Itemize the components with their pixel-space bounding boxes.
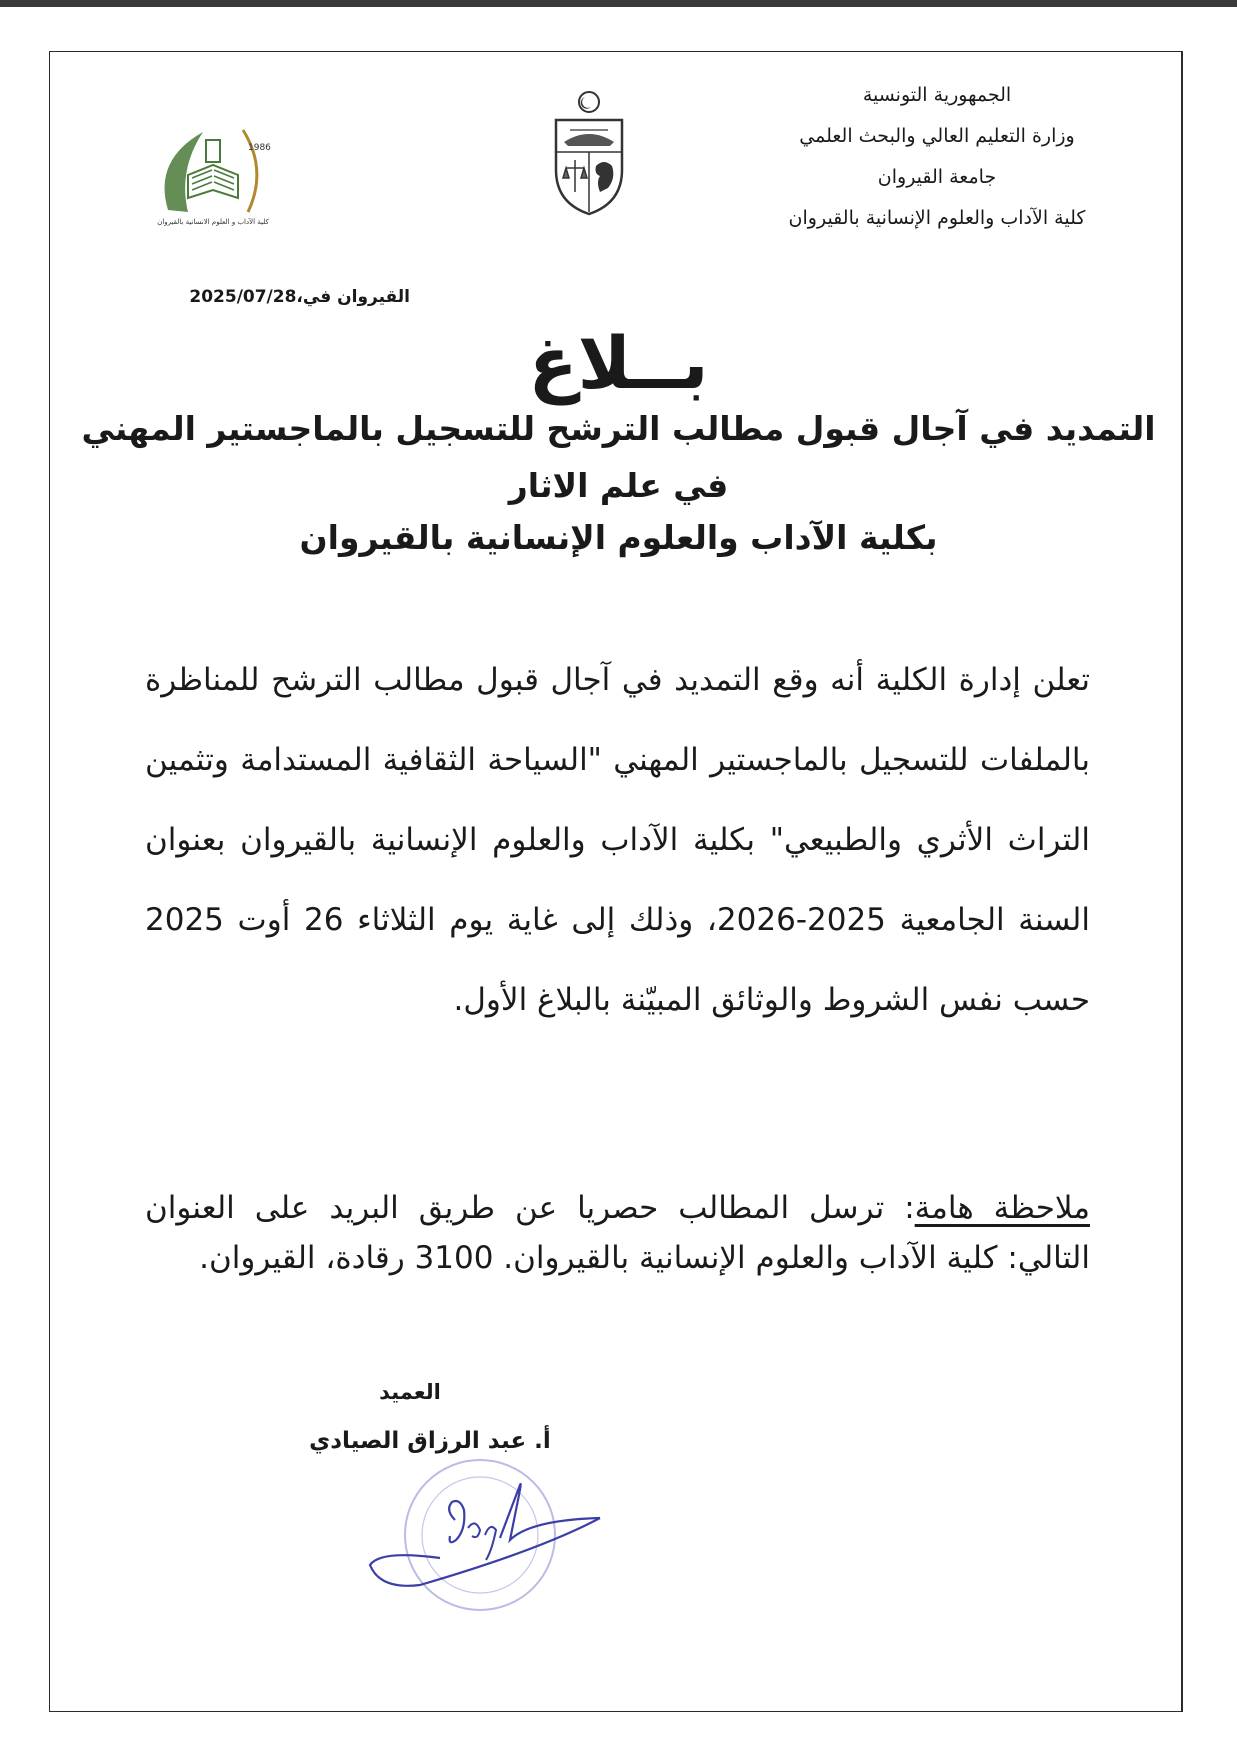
- announcement-body: تعلن إدارة الكلية أنه وقع التمديد في آجال قبول مطالب الترشح للمناظرة بالملفات للتسجيل بالماجستير المهني "السياحة الثقافية المستدامة وتثمين التراث الأثري والطبيعي" بكلية الآداب والعلوم الإنسانية بالقيروان بعنوان السنة الجامعية 2025-2026، وذلك إلى غاية يوم الثلاثاء 26 أوت 2025 حسب نفس الشروط والوثائق المبيّنة بالبلاغ الأول.: [145, 662, 1090, 1018]
- announcement-subtitle-1: التمديد في آجال قبول مطالب الترشح للتسجيل بالماجستير المهني: [81, 409, 1156, 448]
- letterhead: [737, 75, 1137, 239]
- dean-title: العميد: [379, 1380, 441, 1404]
- tunisia-coat-of-arms-icon: [550, 88, 628, 218]
- note-text: : ترسل المطالب حصريا عن طريق البريد على العنوان التالي: كلية الآداب والعلوم الإنسانية بالقيروان. 3100 رقادة، القيروان.: [145, 1190, 1090, 1276]
- announcement-subtitle-2: في علم الاثار: [508, 466, 729, 505]
- faculty-logo-icon: [148, 120, 278, 250]
- header-ministry: وزارة التعليم العالي والبحث العلمي: [799, 125, 1075, 147]
- note-label: ملاحظة هامة: [914, 1190, 1090, 1226]
- header-faculty: كلية الآداب والعلوم الإنسانية بالقيروان: [788, 207, 1086, 229]
- dean-name: أ. عبد الرزاق الصيادي: [309, 1428, 551, 1454]
- document-date: القيروان في،2025/07/28: [189, 287, 410, 307]
- header-university: جامعة القيروان: [877, 166, 997, 188]
- faculty-logo: [148, 120, 278, 250]
- important-note: [145, 1183, 1090, 1283]
- faculty-logo-caption: كلية الآداب و العلوم الانسانية بالقيروان: [157, 218, 269, 226]
- announcement-subtitle-3: بكلية الآداب والعلوم الإنسانية بالقيروان: [299, 518, 938, 557]
- faculty-logo-year: 1986: [248, 143, 271, 153]
- announcement-title: بــلاغ: [528, 321, 709, 405]
- header-republic: الجمهورية التونسية: [862, 84, 1012, 106]
- official-stamp-signature-icon: [360, 1440, 610, 1630]
- scan-edge: [0, 0, 1237, 7]
